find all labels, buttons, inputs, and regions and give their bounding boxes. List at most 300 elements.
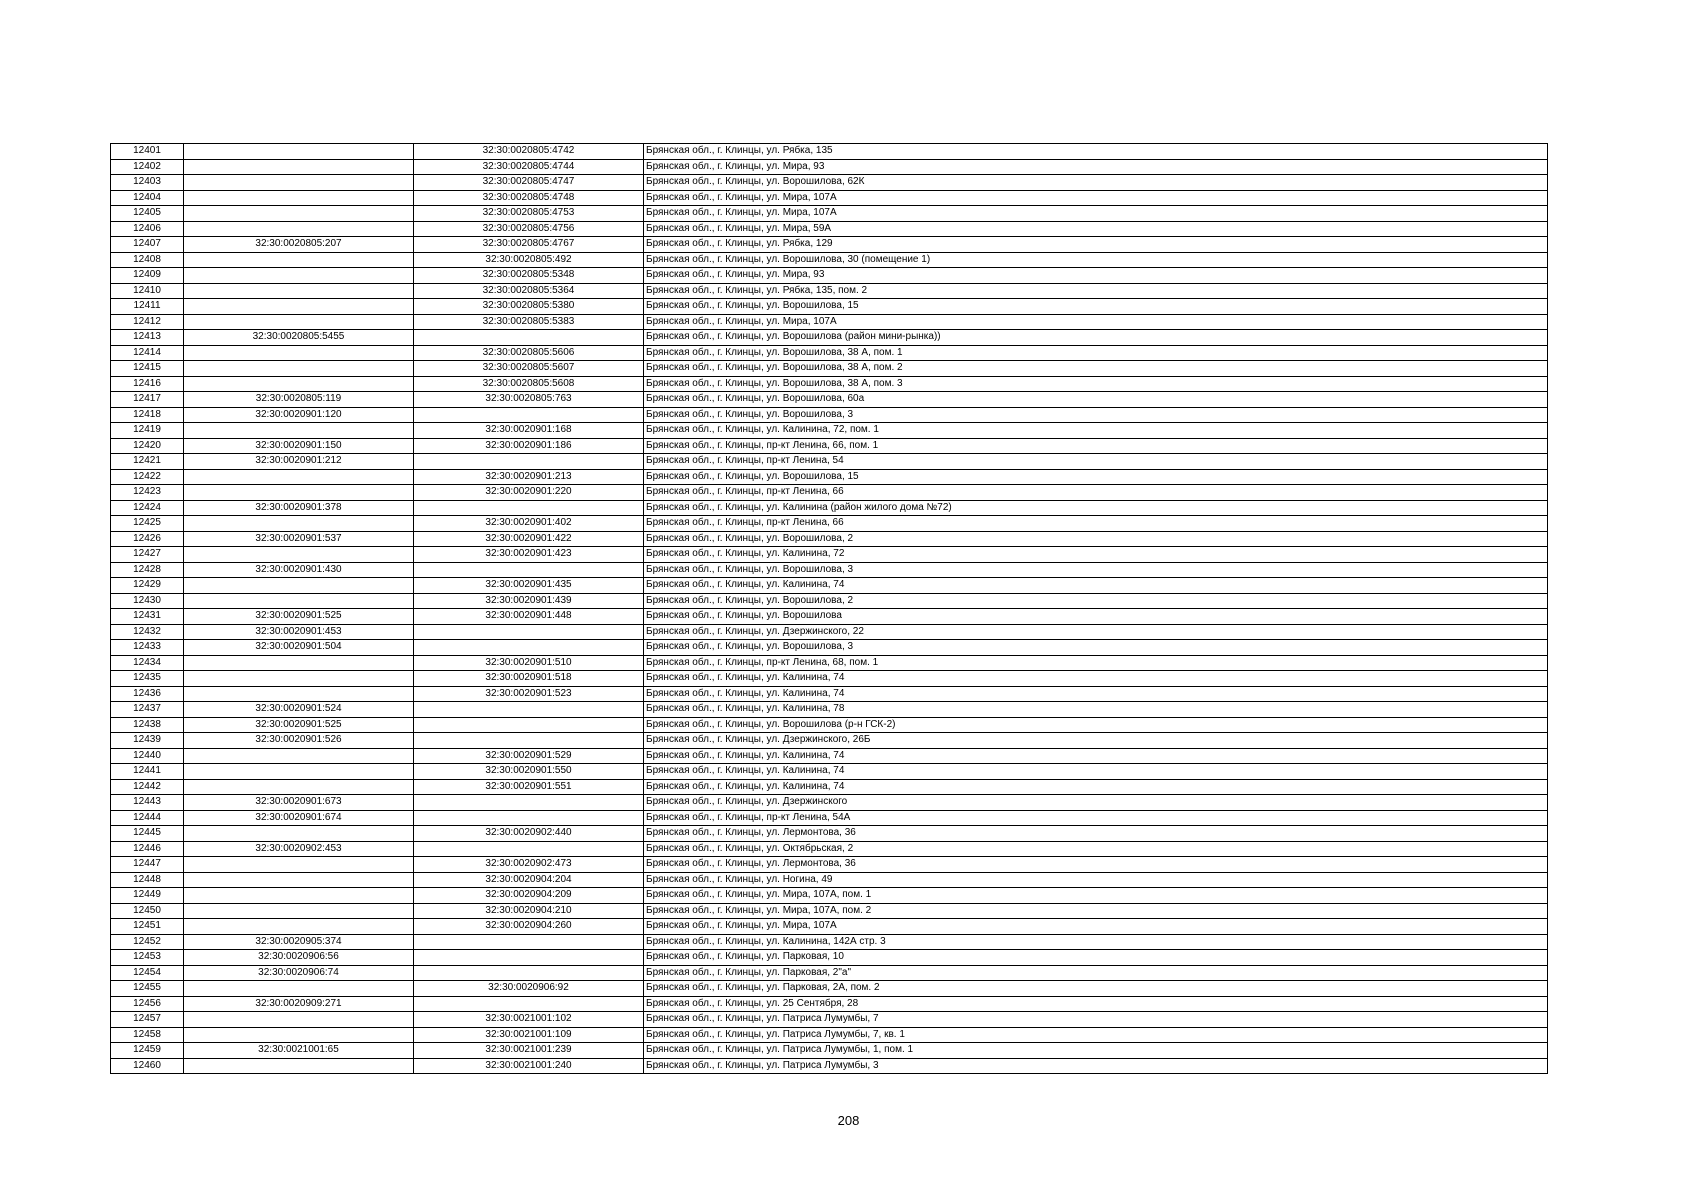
table-row xyxy=(111,826,1548,842)
row-number-cell: 12418 xyxy=(111,407,184,423)
cadastral-number-land-cell xyxy=(184,748,414,764)
cadastral-number-land-cell: 32:30:0020905:374 xyxy=(184,934,414,950)
row-number-cell: 12402 xyxy=(111,159,184,175)
table-row xyxy=(111,671,1548,687)
row-number-cell: 12458 xyxy=(111,1027,184,1043)
address-cell: Брянская обл., г. Клинцы, ул. Мира, 107А, пом. 1 xyxy=(644,888,1548,904)
row-number-cell: 12404 xyxy=(111,190,184,206)
address-cell: Брянская обл., г. Клинцы, ул. Ворошилова, 2 xyxy=(644,593,1548,609)
cadastral-number-land-cell xyxy=(184,283,414,299)
registry-table-body xyxy=(111,144,1548,1074)
address-cell: Брянская обл., г. Клинцы, пр-кт Ленина, 66 xyxy=(644,516,1548,532)
table-row xyxy=(111,562,1548,578)
cadastral-number-object-cell: 32:30:0020805:5383 xyxy=(414,314,644,330)
address-cell: Брянская обл., г. Клинцы, пр-кт Ленина, 54А xyxy=(644,810,1548,826)
cadastral-number-object-cell: 32:30:0020805:4756 xyxy=(414,221,644,237)
table-row xyxy=(111,888,1548,904)
cadastral-number-object-cell: 32:30:0020901:220 xyxy=(414,485,644,501)
table-row xyxy=(111,965,1548,981)
row-number-cell: 12411 xyxy=(111,299,184,315)
row-number-cell: 12445 xyxy=(111,826,184,842)
cadastral-number-object-cell: 32:30:0020805:4747 xyxy=(414,175,644,191)
table-row xyxy=(111,578,1548,594)
address-cell: Брянская обл., г. Клинцы, ул. Лермонтова, 36 xyxy=(644,857,1548,873)
cadastral-number-land-cell xyxy=(184,221,414,237)
table-row xyxy=(111,733,1548,749)
row-number-cell: 12453 xyxy=(111,950,184,966)
address-cell: Брянская обл., г. Клинцы, ул. Калинина, 74 xyxy=(644,779,1548,795)
row-number-cell: 12406 xyxy=(111,221,184,237)
table-row xyxy=(111,407,1548,423)
cadastral-number-land-cell xyxy=(184,981,414,997)
row-number-cell: 12449 xyxy=(111,888,184,904)
cadastral-number-object-cell: 32:30:0020805:5606 xyxy=(414,345,644,361)
row-number-cell: 12428 xyxy=(111,562,184,578)
address-cell: Брянская обл., г. Клинцы, ул. Ворошилова (р-н ГСК-2) xyxy=(644,717,1548,733)
row-number-cell: 12423 xyxy=(111,485,184,501)
cadastral-number-object-cell: 32:30:0020805:5608 xyxy=(414,376,644,392)
cadastral-number-object-cell xyxy=(414,702,644,718)
table-row xyxy=(111,299,1548,315)
cadastral-number-land-cell xyxy=(184,361,414,377)
cadastral-number-land-cell: 32:30:0020901:504 xyxy=(184,640,414,656)
cadastral-number-object-cell: 32:30:0021001:239 xyxy=(414,1043,644,1059)
cadastral-number-object-cell xyxy=(414,717,644,733)
row-number-cell: 12437 xyxy=(111,702,184,718)
cadastral-number-object-cell: 32:30:0020904:204 xyxy=(414,872,644,888)
address-cell: Брянская обл., г. Клинцы, пр-кт Ленина, 68, пом. 1 xyxy=(644,655,1548,671)
cadastral-number-land-cell xyxy=(184,469,414,485)
address-cell: Брянская обл., г. Клинцы, ул. Ворошилова, 15 xyxy=(644,469,1548,485)
cadastral-number-object-cell: 32:30:0020901:550 xyxy=(414,764,644,780)
cadastral-number-land-cell: 32:30:0020909:271 xyxy=(184,996,414,1012)
cadastral-number-land-cell: 32:30:0020901:150 xyxy=(184,438,414,454)
cadastral-number-land-cell: 32:30:0021001:65 xyxy=(184,1043,414,1059)
cadastral-number-object-cell: 32:30:0020901:439 xyxy=(414,593,644,609)
cadastral-number-land-cell: 32:30:0020901:674 xyxy=(184,810,414,826)
row-number-cell: 12426 xyxy=(111,531,184,547)
cadastral-number-object-cell xyxy=(414,640,644,656)
cadastral-number-land-cell xyxy=(184,206,414,222)
cadastral-number-land-cell xyxy=(184,547,414,563)
cadastral-number-object-cell: 32:30:0020904:210 xyxy=(414,903,644,919)
address-cell: Брянская обл., г. Клинцы, ул. Патриса Лумумбы, 7 xyxy=(644,1012,1548,1028)
cadastral-number-land-cell xyxy=(184,159,414,175)
address-cell: Брянская обл., г. Клинцы, пр-кт Ленина, 54 xyxy=(644,454,1548,470)
row-number-cell: 12425 xyxy=(111,516,184,532)
row-number-cell: 12450 xyxy=(111,903,184,919)
cadastral-number-object-cell: 32:30:0020901:168 xyxy=(414,423,644,439)
address-cell: Брянская обл., г. Клинцы, ул. Калинина, 74 xyxy=(644,686,1548,702)
address-cell: Брянская обл., г. Клинцы, ул. Дзержинского xyxy=(644,795,1548,811)
table-row xyxy=(111,593,1548,609)
cadastral-number-land-cell: 32:30:0020901:212 xyxy=(184,454,414,470)
table-row xyxy=(111,609,1548,625)
row-number-cell: 12421 xyxy=(111,454,184,470)
table-row xyxy=(111,237,1548,253)
table-row xyxy=(111,144,1548,160)
row-number-cell: 12454 xyxy=(111,965,184,981)
cadastral-number-object-cell xyxy=(414,624,644,640)
row-number-cell: 12447 xyxy=(111,857,184,873)
table-row xyxy=(111,810,1548,826)
table-row xyxy=(111,702,1548,718)
cadastral-number-land-cell: 32:30:0020901:673 xyxy=(184,795,414,811)
cadastral-number-object-cell: 32:30:0020901:422 xyxy=(414,531,644,547)
cadastral-number-object-cell: 32:30:0020904:260 xyxy=(414,919,644,935)
address-cell: Брянская обл., г. Клинцы, ул. Ворошилова (район мини-рынка)) xyxy=(644,330,1548,346)
row-number-cell: 12408 xyxy=(111,252,184,268)
cadastral-number-object-cell: 32:30:0020901:510 xyxy=(414,655,644,671)
row-number-cell: 12405 xyxy=(111,206,184,222)
row-number-cell: 12455 xyxy=(111,981,184,997)
row-number-cell: 12451 xyxy=(111,919,184,935)
address-cell: Брянская обл., г. Клинцы, ул. Патриса Лумумбы, 1, пом. 1 xyxy=(644,1043,1548,1059)
cadastral-number-object-cell: 32:30:0020902:473 xyxy=(414,857,644,873)
row-number-cell: 12441 xyxy=(111,764,184,780)
row-number-cell: 12422 xyxy=(111,469,184,485)
cadastral-number-object-cell xyxy=(414,454,644,470)
address-cell: Брянская обл., г. Клинцы, ул. Патриса Лумумбы, 7, кв. 1 xyxy=(644,1027,1548,1043)
table-row xyxy=(111,640,1548,656)
page-number: 208 xyxy=(837,1113,860,1128)
cadastral-number-land-cell: 32:30:0020906:74 xyxy=(184,965,414,981)
row-number-cell: 12457 xyxy=(111,1012,184,1028)
cadastral-number-land-cell: 32:30:0020901:378 xyxy=(184,500,414,516)
table-row xyxy=(111,376,1548,392)
address-cell: Брянская обл., г. Клинцы, ул. Мира, 107А xyxy=(644,190,1548,206)
row-number-cell: 12439 xyxy=(111,733,184,749)
address-cell: Брянская обл., г. Клинцы, ул. Калинина, 74 xyxy=(644,764,1548,780)
cadastral-number-object-cell xyxy=(414,950,644,966)
address-cell: Брянская обл., г. Клинцы, пр-кт Ленина, 66, пом. 1 xyxy=(644,438,1548,454)
address-cell: Брянская обл., г. Клинцы, ул. Ворошилова, 3 xyxy=(644,562,1548,578)
address-cell: Брянская обл., г. Клинцы, ул. Мира, 59А xyxy=(644,221,1548,237)
table-row xyxy=(111,252,1548,268)
table-row xyxy=(111,903,1548,919)
address-cell: Брянская обл., г. Клинцы, ул. Мира, 107А xyxy=(644,206,1548,222)
cadastral-number-object-cell: 32:30:0020901:448 xyxy=(414,609,644,625)
address-cell: Брянская обл., г. Клинцы, ул. Ворошилова xyxy=(644,609,1548,625)
address-cell: Брянская обл., г. Клинцы, ул. Калинина (район жилого дома №72) xyxy=(644,500,1548,516)
table-row xyxy=(111,872,1548,888)
row-number-cell: 12440 xyxy=(111,748,184,764)
table-row xyxy=(111,748,1548,764)
cadastral-number-land-cell xyxy=(184,423,414,439)
row-number-cell: 12430 xyxy=(111,593,184,609)
table-row xyxy=(111,841,1548,857)
table-row xyxy=(111,500,1548,516)
row-number-cell: 12444 xyxy=(111,810,184,826)
table-row xyxy=(111,190,1548,206)
cadastral-number-object-cell xyxy=(414,934,644,950)
row-number-cell: 12412 xyxy=(111,314,184,330)
row-number-cell: 12446 xyxy=(111,841,184,857)
table-row xyxy=(111,283,1548,299)
cadastral-number-land-cell xyxy=(184,655,414,671)
cadastral-number-object-cell: 32:30:0020904:209 xyxy=(414,888,644,904)
row-number-cell: 12442 xyxy=(111,779,184,795)
cadastral-number-object-cell: 32:30:0020901:518 xyxy=(414,671,644,687)
cadastral-number-object-cell: 32:30:0020805:4767 xyxy=(414,237,644,253)
address-cell: Брянская обл., г. Клинцы, ул. Патриса Лумумбы, 3 xyxy=(644,1058,1548,1074)
table-row xyxy=(111,516,1548,532)
row-number-cell: 12459 xyxy=(111,1043,184,1059)
cadastral-number-object-cell xyxy=(414,733,644,749)
row-number-cell: 12415 xyxy=(111,361,184,377)
cadastral-number-object-cell: 32:30:0020805:5364 xyxy=(414,283,644,299)
row-number-cell: 12419 xyxy=(111,423,184,439)
cadastral-number-land-cell xyxy=(184,903,414,919)
table-row xyxy=(111,423,1548,439)
row-number-cell: 12409 xyxy=(111,268,184,284)
cadastral-number-object-cell xyxy=(414,795,644,811)
address-cell: Брянская обл., г. Клинцы, ул. Лермонтова, 36 xyxy=(644,826,1548,842)
row-number-cell: 12435 xyxy=(111,671,184,687)
cadastral-number-object-cell xyxy=(414,965,644,981)
cadastral-number-object-cell: 32:30:0020805:4748 xyxy=(414,190,644,206)
cadastral-number-land-cell: 32:30:0020805:119 xyxy=(184,392,414,408)
table-row xyxy=(111,1058,1548,1074)
address-cell: Брянская обл., г. Клинцы, ул. Ворошилова, 3 xyxy=(644,640,1548,656)
cadastral-number-object-cell xyxy=(414,562,644,578)
cadastral-number-land-cell xyxy=(184,764,414,780)
cadastral-number-land-cell xyxy=(184,314,414,330)
cadastral-number-land-cell xyxy=(184,919,414,935)
cadastral-number-object-cell xyxy=(414,810,644,826)
cadastral-number-land-cell xyxy=(184,190,414,206)
cadastral-number-land-cell xyxy=(184,1027,414,1043)
table-row xyxy=(111,206,1548,222)
table-row xyxy=(111,469,1548,485)
table-row xyxy=(111,454,1548,470)
table-row xyxy=(111,175,1548,191)
table-row xyxy=(111,934,1548,950)
address-cell: Брянская обл., г. Клинцы, ул. Парковая, 10 xyxy=(644,950,1548,966)
address-cell: Брянская обл., г. Клинцы, ул. Рябка, 135, пом. 2 xyxy=(644,283,1548,299)
cadastral-number-land-cell xyxy=(184,671,414,687)
cadastral-number-object-cell: 32:30:0020901:402 xyxy=(414,516,644,532)
table-row xyxy=(111,330,1548,346)
cadastral-number-land-cell xyxy=(184,1012,414,1028)
row-number-cell: 12434 xyxy=(111,655,184,671)
table-row xyxy=(111,159,1548,175)
row-number-cell: 12436 xyxy=(111,686,184,702)
address-cell: Брянская обл., г. Клинцы, ул. Мира, 107А xyxy=(644,314,1548,330)
cadastral-number-object-cell: 32:30:0021001:109 xyxy=(414,1027,644,1043)
row-number-cell: 12452 xyxy=(111,934,184,950)
cadastral-number-land-cell xyxy=(184,826,414,842)
cadastral-number-object-cell: 32:30:0020901:529 xyxy=(414,748,644,764)
cadastral-number-land-cell xyxy=(184,857,414,873)
row-number-cell: 12401 xyxy=(111,144,184,160)
cadastral-number-land-cell: 32:30:0020901:524 xyxy=(184,702,414,718)
cadastral-number-object-cell: 32:30:0020805:4753 xyxy=(414,206,644,222)
cadastral-number-land-cell: 32:30:0020901:525 xyxy=(184,717,414,733)
table-row xyxy=(111,485,1548,501)
table-row xyxy=(111,392,1548,408)
address-cell: Брянская обл., г. Клинцы, ул. Калинина, 142А стр. 3 xyxy=(644,934,1548,950)
cadastral-number-land-cell: 32:30:0020901:430 xyxy=(184,562,414,578)
cadastral-number-land-cell xyxy=(184,268,414,284)
table-row xyxy=(111,1012,1548,1028)
table-row xyxy=(111,717,1548,733)
table-row xyxy=(111,996,1548,1012)
address-cell: Брянская обл., г. Клинцы, ул. Калинина, 72 xyxy=(644,547,1548,563)
row-number-cell: 12433 xyxy=(111,640,184,656)
row-number-cell: 12432 xyxy=(111,624,184,640)
cadastral-number-land-cell xyxy=(184,175,414,191)
table-row xyxy=(111,779,1548,795)
cadastral-number-object-cell: 32:30:0020906:92 xyxy=(414,981,644,997)
table-row xyxy=(111,361,1548,377)
address-cell: Брянская обл., г. Клинцы, ул. Ворошилова, 15 xyxy=(644,299,1548,315)
table-row xyxy=(111,624,1548,640)
cadastral-number-land-cell: 32:30:0020805:5455 xyxy=(184,330,414,346)
address-cell: Брянская обл., г. Клинцы, ул. Ворошилова, 2 xyxy=(644,531,1548,547)
table-row xyxy=(111,655,1548,671)
cadastral-number-object-cell: 32:30:0020901:423 xyxy=(414,547,644,563)
cadastral-number-land-cell: 32:30:0020906:56 xyxy=(184,950,414,966)
cadastral-number-object-cell: 32:30:0020901:435 xyxy=(414,578,644,594)
cadastral-number-land-cell: 32:30:0020901:120 xyxy=(184,407,414,423)
table-row xyxy=(111,314,1548,330)
cadastral-number-land-cell xyxy=(184,376,414,392)
address-cell: Брянская обл., г. Клинцы, ул. Дзержинского, 22 xyxy=(644,624,1548,640)
table-row xyxy=(111,857,1548,873)
cadastral-number-land-cell: 32:30:0020901:453 xyxy=(184,624,414,640)
address-cell: Брянская обл., г. Клинцы, ул. Мира, 93 xyxy=(644,159,1548,175)
row-number-cell: 12424 xyxy=(111,500,184,516)
address-cell: Брянская обл., г. Клинцы, ул. Парковая, 2А, пом. 2 xyxy=(644,981,1548,997)
row-number-cell: 12420 xyxy=(111,438,184,454)
table-row xyxy=(111,438,1548,454)
address-cell: Брянская обл., г. Клинцы, ул. Октябрьская, 2 xyxy=(644,841,1548,857)
address-cell: Брянская обл., г. Клинцы, ул. Ворошилова, 38 А, пом. 1 xyxy=(644,345,1548,361)
cadastral-number-land-cell xyxy=(184,888,414,904)
cadastral-number-object-cell: 32:30:0020805:5607 xyxy=(414,361,644,377)
table-row xyxy=(111,764,1548,780)
row-number-cell: 12456 xyxy=(111,996,184,1012)
address-cell: Брянская обл., г. Клинцы, ул. Парковая, 2"а" xyxy=(644,965,1548,981)
row-number-cell: 12427 xyxy=(111,547,184,563)
table-row xyxy=(111,1027,1548,1043)
address-cell: Брянская обл., г. Клинцы, ул. Ворошилова, 60а xyxy=(644,392,1548,408)
address-cell: Брянская обл., г. Клинцы, ул. Ворошилова, 38 А, пом. 3 xyxy=(644,376,1548,392)
row-number-cell: 12416 xyxy=(111,376,184,392)
table-row xyxy=(111,221,1548,237)
address-cell: Брянская обл., г. Клинцы, ул. Мира, 93 xyxy=(644,268,1548,284)
cadastral-number-object-cell: 32:30:0021001:102 xyxy=(414,1012,644,1028)
cadastral-number-land-cell xyxy=(184,252,414,268)
row-number-cell: 12403 xyxy=(111,175,184,191)
row-number-cell: 12413 xyxy=(111,330,184,346)
cadastral-number-land-cell: 32:30:0020901:537 xyxy=(184,531,414,547)
address-cell: Брянская обл., г. Клинцы, ул. Ворошилова, 38 А, пом. 2 xyxy=(644,361,1548,377)
row-number-cell: 12460 xyxy=(111,1058,184,1074)
cadastral-number-object-cell: 32:30:0020805:5348 xyxy=(414,268,644,284)
table-row xyxy=(111,345,1548,361)
table-row xyxy=(111,531,1548,547)
row-number-cell: 12443 xyxy=(111,795,184,811)
cadastral-number-land-cell xyxy=(184,516,414,532)
address-cell: Брянская обл., г. Клинцы, ул. Калинина, 74 xyxy=(644,578,1548,594)
cadastral-number-object-cell xyxy=(414,407,644,423)
address-cell: Брянская обл., г. Клинцы, ул. 25 Сентября, 28 xyxy=(644,996,1548,1012)
table-row xyxy=(111,268,1548,284)
address-cell: Брянская обл., г. Клинцы, ул. Калинина, 72, пом. 1 xyxy=(644,423,1548,439)
cadastral-number-object-cell: 32:30:0020901:213 xyxy=(414,469,644,485)
cadastral-number-object-cell: 32:30:0021001:240 xyxy=(414,1058,644,1074)
table-row xyxy=(111,981,1548,997)
cadastral-number-land-cell xyxy=(184,872,414,888)
address-cell: Брянская обл., г. Клинцы, ул. Рябка, 129 xyxy=(644,237,1548,253)
table-row xyxy=(111,950,1548,966)
row-number-cell: 12431 xyxy=(111,609,184,625)
address-cell: Брянская обл., г. Клинцы, ул. Калинина, 74 xyxy=(644,748,1548,764)
cadastral-number-object-cell xyxy=(414,841,644,857)
cadastral-number-land-cell: 32:30:0020902:453 xyxy=(184,841,414,857)
address-cell: Брянская обл., г. Клинцы, ул. Калинина, 74 xyxy=(644,671,1548,687)
address-cell: Брянская обл., г. Клинцы, ул. Ворошилова, 30 (помещение 1) xyxy=(644,252,1548,268)
cadastral-number-object-cell: 32:30:0020805:492 xyxy=(414,252,644,268)
cadastral-number-land-cell xyxy=(184,144,414,160)
cadastral-number-object-cell xyxy=(414,500,644,516)
address-cell: Брянская обл., г. Клинцы, ул. Ворошилова, 62К xyxy=(644,175,1548,191)
cadastral-number-land-cell: 32:30:0020805:207 xyxy=(184,237,414,253)
row-number-cell: 12414 xyxy=(111,345,184,361)
cadastral-number-land-cell xyxy=(184,345,414,361)
cadastral-number-object-cell: 32:30:0020805:763 xyxy=(414,392,644,408)
table-row xyxy=(111,795,1548,811)
address-cell: Брянская обл., г. Клинцы, ул. Ворошилова, 3 xyxy=(644,407,1548,423)
cadastral-number-land-cell: 32:30:0020901:525 xyxy=(184,609,414,625)
table-row xyxy=(111,919,1548,935)
cadastral-number-object-cell: 32:30:0020901:523 xyxy=(414,686,644,702)
address-cell: Брянская обл., г. Клинцы, ул. Калинина, 78 xyxy=(644,702,1548,718)
cadastral-number-object-cell: 32:30:0020901:551 xyxy=(414,779,644,795)
cadastral-number-object-cell: 32:30:0020901:186 xyxy=(414,438,644,454)
cadastral-number-object-cell: 32:30:0020805:4744 xyxy=(414,159,644,175)
cadastral-number-land-cell xyxy=(184,593,414,609)
address-cell: Брянская обл., г. Клинцы, ул. Рябка, 135 xyxy=(644,144,1548,160)
row-number-cell: 12417 xyxy=(111,392,184,408)
cadastral-number-object-cell: 32:30:0020805:5380 xyxy=(414,299,644,315)
cadastral-number-land-cell xyxy=(184,1058,414,1074)
row-number-cell: 12407 xyxy=(111,237,184,253)
cadastral-number-land-cell: 32:30:0020901:526 xyxy=(184,733,414,749)
cadastral-number-land-cell xyxy=(184,686,414,702)
address-cell: Брянская обл., г. Клинцы, пр-кт Ленина, 66 xyxy=(644,485,1548,501)
cadastral-number-object-cell xyxy=(414,330,644,346)
cadastral-number-land-cell xyxy=(184,578,414,594)
registry-table xyxy=(110,143,1548,1074)
cadastral-number-object-cell xyxy=(414,996,644,1012)
row-number-cell: 12429 xyxy=(111,578,184,594)
address-cell: Брянская обл., г. Клинцы, ул. Мира, 107А, пом. 2 xyxy=(644,903,1548,919)
address-cell: Брянская обл., г. Клинцы, ул. Ногина, 49 xyxy=(644,872,1548,888)
cadastral-number-object-cell: 32:30:0020805:4742 xyxy=(414,144,644,160)
address-cell: Брянская обл., г. Клинцы, ул. Дзержинского, 26Б xyxy=(644,733,1548,749)
table-row xyxy=(111,1043,1548,1059)
cadastral-number-object-cell: 32:30:0020902:440 xyxy=(414,826,644,842)
cadastral-number-land-cell xyxy=(184,299,414,315)
cadastral-number-land-cell xyxy=(184,779,414,795)
table-row xyxy=(111,547,1548,563)
row-number-cell: 12438 xyxy=(111,717,184,733)
row-number-cell: 12448 xyxy=(111,872,184,888)
row-number-cell: 12410 xyxy=(111,283,184,299)
